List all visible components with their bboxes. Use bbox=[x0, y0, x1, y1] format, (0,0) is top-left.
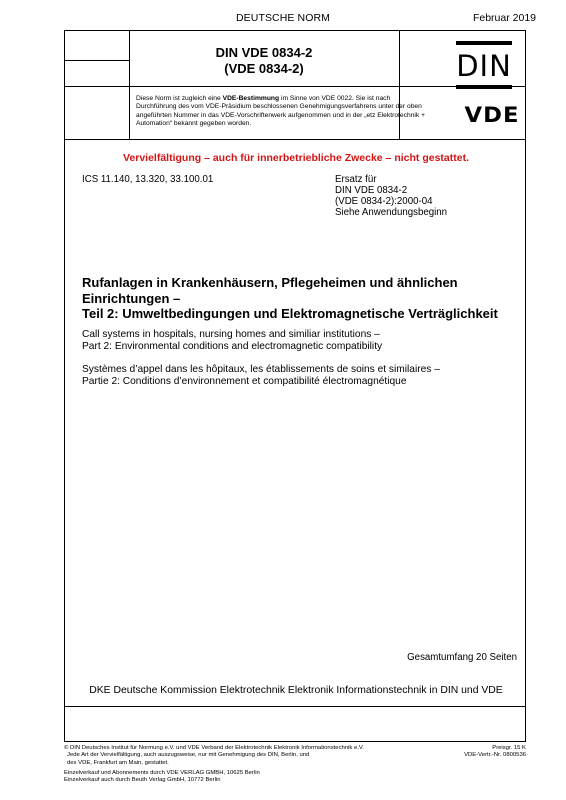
replaces-vde-edition: (VDE 0834-2):2000-04 bbox=[335, 196, 433, 207]
publication-date: Februar 2019 bbox=[472, 12, 536, 24]
dke-committee: DKE Deutsche Kommission Elektrotechnik Elektronik Informationstechnik in DIN und VDE bbox=[89, 685, 503, 696]
din-logo-bottom-bar bbox=[456, 85, 512, 89]
vde-logo: VDE bbox=[464, 103, 520, 127]
vde-note-text: Diese Norm ist zugleich eine bbox=[136, 95, 223, 102]
sales-info bbox=[64, 770, 409, 785]
title-french-part: Partie 2: Conditions d’environnement et compatibilité électromagnétique bbox=[82, 375, 407, 387]
vde-regulation-note bbox=[136, 95, 426, 128]
sales-line: Einzelverkauf und Abonnements durch VDE VERLAG GMBH, 10625 Berlin bbox=[64, 770, 260, 776]
standard-designation bbox=[129, 45, 399, 77]
vde-note-bold: VDE-Bestimmung bbox=[222, 95, 280, 102]
replaces-block bbox=[335, 174, 447, 218]
cover-frame bbox=[64, 30, 526, 742]
din-logo bbox=[456, 41, 512, 91]
replaces-applicability: Siehe Anwendungsbeginn bbox=[335, 207, 448, 218]
copyright-line: Jede Art der Vervielfältigung, auch auszugsweise, nur mit Genehmigung des DIN, Berlin, und bbox=[67, 752, 310, 759]
title-french-line: Systèmes d’appel dans les hôpitaux, les établissements de soins et similaires – bbox=[82, 364, 440, 375]
rule-footer bbox=[65, 706, 525, 707]
din-logo-text: DIN bbox=[456, 49, 512, 83]
page-footer bbox=[64, 743, 526, 800]
total-pages: Gesamtumfang 20 Seiten bbox=[407, 652, 517, 663]
page-header bbox=[0, 0, 566, 30]
title-german-part: Teil 2: Umweltbedingungen und Elektromagnetische Verträglichkeit bbox=[82, 306, 498, 322]
title-english-line: Call systems in hospitals, nursing homes and similiar institutions – bbox=[82, 329, 380, 340]
sales-line: Einzelverkauf auch durch Beuth Verlag GmbH, 10772 Berlin bbox=[64, 777, 221, 784]
title-english bbox=[82, 329, 522, 353]
replaces-standard: DIN VDE 0834-2 bbox=[335, 185, 408, 196]
title-french bbox=[82, 364, 522, 388]
price-group: Preisgr. 15 K bbox=[492, 745, 526, 751]
rule-note bbox=[65, 139, 525, 140]
replaces-label: Ersatz für bbox=[335, 174, 377, 185]
vde-order-number: VDE-Vertr.-Nr. 0800536 bbox=[464, 752, 526, 759]
copyright-line: © DIN Deutsches Institut für Normung e.V. und VDE Verband der Elektrotechnik Elektronik Informationstechnik e.V. bbox=[64, 745, 364, 751]
standard-vde-number: (VDE 0834-2) bbox=[224, 61, 304, 76]
price-info bbox=[464, 745, 526, 760]
standard-number: DIN VDE 0834-2 bbox=[215, 45, 313, 60]
title-english-part: Part 2: Environmental conditions and electromagnetic compatibility bbox=[82, 340, 383, 352]
title-german-line: Rufanlagen in Krankenhäusern, Pflegeheimen und ähnlichen bbox=[82, 275, 458, 290]
ics-codes: ICS 11.140, 13.320, 33.100.01 bbox=[82, 174, 214, 185]
din-logo-top-bar bbox=[456, 41, 512, 45]
title-german bbox=[82, 275, 522, 322]
title-german-line: Einrichtungen – bbox=[82, 290, 181, 306]
document-category: DEUTSCHE NORM bbox=[235, 12, 331, 24]
copyright-line: des VDE, Frankfurt am Main, gestattet. bbox=[67, 759, 169, 766]
vde-note-text-rest: im Sinne von VDE 0022. Sie ist nach Durchführung des vom VDE-Präsidium beschlossenen Genehmigungsverfahrens unter der oben angeführten Nummer in das VDE-Vorschriftenwerk aufgenommen und in der „etz Elektrotechnik + Automation“ bekannt gegeben worden. bbox=[136, 95, 426, 127]
rule-left-top bbox=[65, 60, 129, 61]
copyright-notice bbox=[64, 745, 409, 767]
reproduction-notice: Vervielfältigung – auch für innerbetriebliche Zwecke – nicht gestattet. bbox=[122, 152, 469, 164]
